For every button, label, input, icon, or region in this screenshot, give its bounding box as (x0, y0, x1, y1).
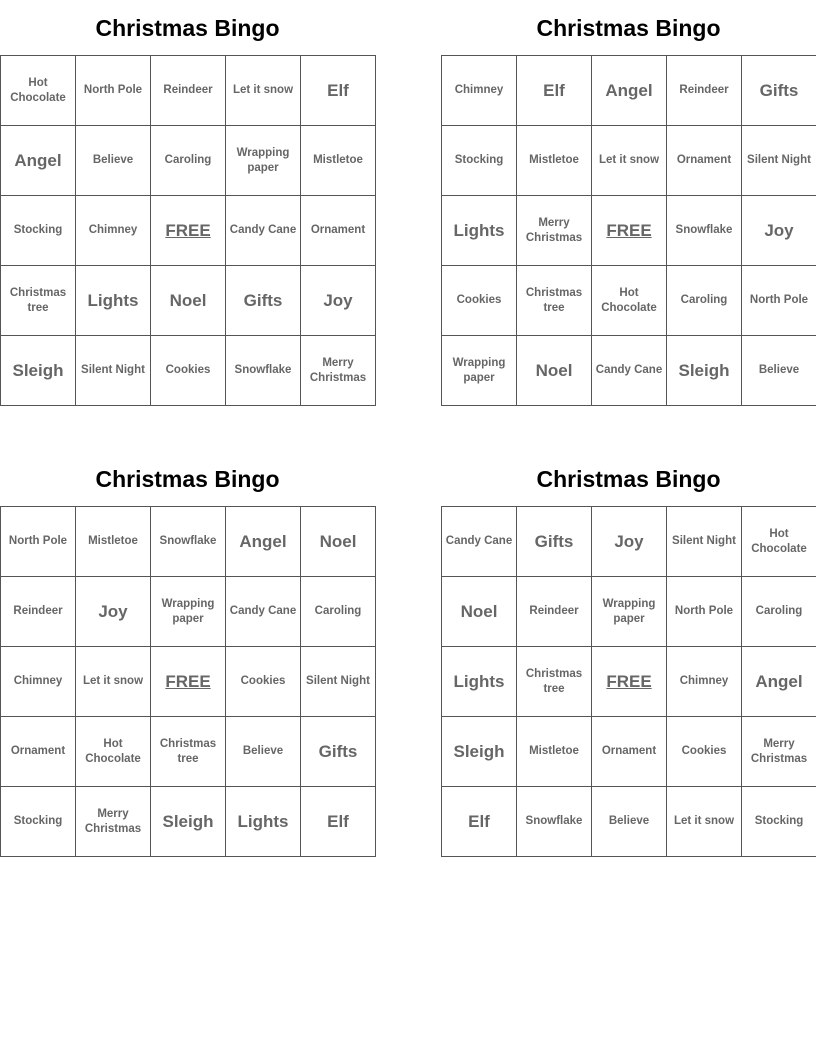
bingo-cell: Mistletoe (76, 507, 151, 577)
card-title: Christmas Bingo (536, 466, 721, 492)
bingo-cell: Snowflake (517, 787, 592, 857)
bingo-row (442, 266, 816, 336)
bingo-cell: Merry Christmas (76, 787, 151, 857)
bingo-cell: Sleigh (667, 336, 742, 406)
bingo-cell: Gifts (301, 717, 376, 787)
bingo-cell: Ornament (301, 196, 376, 266)
bingo-cell: Elf (517, 56, 592, 126)
bingo-cell: Silent Night (667, 507, 742, 577)
bingo-cell: Cookies (442, 266, 517, 336)
bingo-cell: Silent Night (301, 647, 376, 717)
bingo-card (441, 451, 816, 857)
bingo-cell: Caroling (742, 577, 816, 647)
bingo-cell: Stocking (442, 126, 517, 196)
bingo-row (1, 577, 376, 647)
bingo-row (442, 577, 816, 647)
bingo-cell: Let it snow (226, 56, 301, 126)
bingo-cell: Believe (76, 126, 151, 196)
bingo-grid (441, 55, 816, 406)
bingo-cell: Stocking (1, 196, 76, 266)
card-title: Christmas Bingo (95, 466, 280, 492)
bingo-row (1, 507, 376, 577)
bingo-cell: Hot Chocolate (1, 56, 76, 126)
bingo-cell: Joy (592, 507, 667, 577)
bingo-cell: North Pole (76, 56, 151, 126)
bingo-cell: Caroling (151, 126, 226, 196)
bingo-cell: Believe (742, 336, 816, 406)
bingo-cell: Angel (1, 126, 76, 196)
bingo-cell: Ornament (592, 717, 667, 787)
bingo-cell: Hot Chocolate (76, 717, 151, 787)
bingo-cell: Chimney (1, 647, 76, 717)
bingo-row (1, 647, 376, 717)
bingo-cell: North Pole (667, 577, 742, 647)
bingo-cell: Noel (517, 336, 592, 406)
bingo-cell: Noel (442, 577, 517, 647)
bingo-card (0, 0, 375, 406)
bingo-row (1, 126, 376, 196)
bingo-card (0, 451, 375, 857)
bingo-cell: Reindeer (517, 577, 592, 647)
bingo-cell: Mistletoe (517, 126, 592, 196)
bingo-row (442, 336, 816, 406)
bingo-cell: Wrapping paper (226, 126, 301, 196)
bingo-cell: Chimney (442, 56, 517, 126)
bingo-cell: Cookies (667, 717, 742, 787)
bingo-cell: Silent Night (742, 126, 816, 196)
bingo-row (1, 717, 376, 787)
bingo-cell: Reindeer (151, 56, 226, 126)
bingo-cell: Christmas tree (151, 717, 226, 787)
bingo-row (442, 787, 816, 857)
bingo-cell: Christmas tree (517, 647, 592, 717)
bingo-card (441, 0, 816, 406)
card-title: Christmas Bingo (95, 15, 280, 41)
bingo-cell: Ornament (667, 126, 742, 196)
bingo-cell: Angel (742, 647, 816, 717)
bingo-cell: Chimney (667, 647, 742, 717)
bingo-cell: Joy (76, 577, 151, 647)
bingo-cell: Chimney (76, 196, 151, 266)
bingo-cell: Elf (301, 56, 376, 126)
bingo-cell: Wrapping paper (592, 577, 667, 647)
bingo-cell: Wrapping paper (151, 577, 226, 647)
free-space: FREE (592, 196, 667, 266)
bingo-row (1, 336, 376, 406)
bingo-cell: Wrapping paper (442, 336, 517, 406)
bingo-cell: Sleigh (442, 717, 517, 787)
bingo-cell: Ornament (1, 717, 76, 787)
bingo-row (442, 196, 816, 266)
bingo-cell: Sleigh (1, 336, 76, 406)
free-space: FREE (151, 196, 226, 266)
bingo-row (442, 717, 816, 787)
bingo-row (1, 56, 376, 126)
bingo-cell: Silent Night (76, 336, 151, 406)
bingo-row (442, 647, 816, 717)
bingo-cell: Noel (151, 266, 226, 336)
bingo-cell: Candy Cane (592, 336, 667, 406)
bingo-row (1, 196, 376, 266)
bingo-cell: Let it snow (76, 647, 151, 717)
bingo-cell: Snowflake (151, 507, 226, 577)
bingo-cell: Candy Cane (226, 196, 301, 266)
bingo-cell: Sleigh (151, 787, 226, 857)
bingo-cell: Christmas tree (517, 266, 592, 336)
bingo-grid (0, 506, 376, 857)
bingo-cell: Angel (226, 507, 301, 577)
bingo-cell: Joy (742, 196, 816, 266)
bingo-row (442, 126, 816, 196)
bingo-cell: Lights (76, 266, 151, 336)
bingo-row (1, 787, 376, 857)
bingo-cell: Merry Christmas (301, 336, 376, 406)
bingo-grid (0, 55, 376, 406)
bingo-cell: Elf (301, 787, 376, 857)
bingo-cell: Gifts (742, 56, 816, 126)
card-title: Christmas Bingo (536, 15, 721, 41)
bingo-cell: Elf (442, 787, 517, 857)
bingo-row (1, 266, 376, 336)
bingo-cell: Reindeer (1, 577, 76, 647)
bingo-grid (441, 506, 816, 857)
bingo-cell: Believe (226, 717, 301, 787)
bingo-cell: Noel (301, 507, 376, 577)
bingo-row (442, 56, 816, 126)
bingo-cell: Joy (301, 266, 376, 336)
bingo-cell: Gifts (226, 266, 301, 336)
bingo-cell: Candy Cane (442, 507, 517, 577)
bingo-cell: Hot Chocolate (592, 266, 667, 336)
bingo-cell: Christmas tree (1, 266, 76, 336)
bingo-cell: Reindeer (667, 56, 742, 126)
bingo-cell: Hot Chocolate (742, 507, 816, 577)
bingo-cell: Stocking (1, 787, 76, 857)
free-space: FREE (592, 647, 667, 717)
bingo-cell: Angel (592, 56, 667, 126)
bingo-cell: Gifts (517, 507, 592, 577)
bingo-row (442, 507, 816, 577)
bingo-cell: Snowflake (667, 196, 742, 266)
bingo-cell: Believe (592, 787, 667, 857)
bingo-cell: Merry Christmas (517, 196, 592, 266)
bingo-cell: Lights (442, 196, 517, 266)
bingo-cell: Let it snow (667, 787, 742, 857)
bingo-cell: Cookies (151, 336, 226, 406)
bingo-cell: Cookies (226, 647, 301, 717)
free-space: FREE (151, 647, 226, 717)
bingo-cell: Stocking (742, 787, 816, 857)
bingo-cell: Lights (442, 647, 517, 717)
bingo-cell: Merry Christmas (742, 717, 816, 787)
bingo-cell: Mistletoe (301, 126, 376, 196)
bingo-cell: North Pole (1, 507, 76, 577)
bingo-cell: North Pole (742, 266, 816, 336)
bingo-cell: Mistletoe (517, 717, 592, 787)
bingo-cell: Lights (226, 787, 301, 857)
bingo-cell: Caroling (667, 266, 742, 336)
bingo-cell: Snowflake (226, 336, 301, 406)
bingo-cell: Caroling (301, 577, 376, 647)
bingo-cell: Candy Cane (226, 577, 301, 647)
bingo-cell: Let it snow (592, 126, 667, 196)
